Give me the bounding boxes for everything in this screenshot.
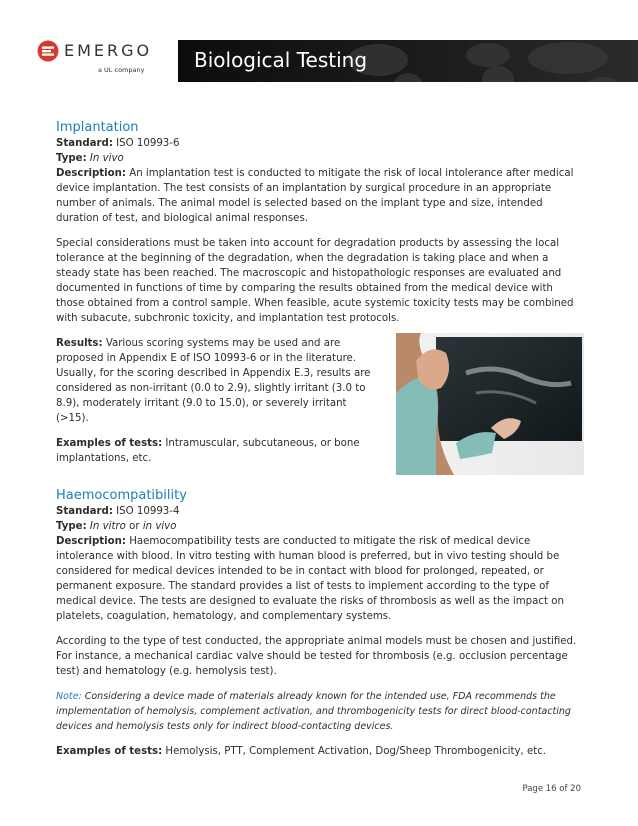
world-map-graphic [338,40,638,82]
type-value-in-vivo: in vivo [142,521,177,532]
xray-photo [396,333,584,475]
section-heading-implantation: Implantation [56,120,139,135]
logo [0,22,178,100]
title-banner [178,40,638,82]
page-header [0,0,638,100]
examples-text: Hemolysis, PTT, Complement Activation, Dog/Sheep Thrombogenicity, etc. [165,746,547,757]
description-label: Description: [56,168,126,179]
standard-label: Standard: [56,506,113,517]
examples-label: Examples of tests: [56,746,163,757]
description-text: An implantation test is conducted to mitigate the risk of local intolerance after medical device implantation. The test consists of an implantation by surgical procedure in an appropriate number of animals. The animal model is selected based on the implant type and size, intended duration of test, and biological animal responses. [56,168,574,224]
main-content [56,120,584,759]
standard-value: ISO 10993-6 [116,138,180,149]
type-line [56,519,584,534]
note-paragraph [56,689,584,734]
examples-label: Examples of tests: [56,438,163,449]
type-value: In vivo [89,153,124,164]
description-text: Haemocompatibility tests are conducted to mitigate the risk of medical device intolerance with blood. In vitro testing with human blood is preferred, but in vivo testing should be considered for medical devices intended to be in contact with blood for prolonged, repeated, or permanent exposure. The standard provides a list of tests to implement according to the type of medical device. The tests are designed to evaluate the risks of thrombosis as well as the impact on platelets, coagulation, hematology, and complementary systems. [56,536,564,622]
note-text: Considering a device made of materials already known for the intended use, FDA recommends the implementation of hemolysis, complement activation, and thrombogenicity tests for direct blood-contacting devices and hemolysis tests only for indirect blood-contacting devices. [56,691,571,732]
type-label: Type: [56,521,87,532]
description-paragraph [56,166,584,226]
results-label: Results: [56,338,103,349]
results-paragraph [56,336,378,426]
type-or: or [129,521,140,532]
standard-value: ISO 10993-4 [116,506,180,517]
results-block [56,336,584,478]
type-line [56,151,584,166]
page-title: Biological Testing [194,48,368,72]
section-heading-haemocompatibility: Haemocompatibility [56,488,187,503]
results-text: Various scoring systems may be used and are proposed in Appendix E of ISO 10993-6 or in the literature. Usually, for the scoring described in Appendix E.3, results are considered as non-irritant (0.0 to 2.9), slightly irritant (3.0 to 8.9), moderately irritant (9.0 to 15.0), or severely irritant (>15). [56,338,371,424]
type-value-in-vitro: In vitro [89,521,126,532]
description-label: Description: [56,536,126,547]
emergo-logo-icon [37,40,59,62]
examples-paragraph [56,744,584,759]
description-paragraph [56,534,584,624]
standard-line [56,136,584,151]
page-number: Page 16 of 20 [522,784,581,794]
special-considerations-paragraph: Special considerations must be taken into account for degradation products by assessing the local tolerance at the beginning of the degradation, when the degradation is taking place and when a steady state has been reached. The macroscopic and histopathologic responses are evaluated and documented in functions of time by comparing the results obtained from the medical device with those obtained from a control sample. When feasible, acute systemic toxicity tests may be combined with subacute, subchronic toxicity, and implantation test protocols. [56,238,574,324]
type-label: Type: [56,153,87,164]
standard-label: Standard: [56,138,113,149]
results-text-column [56,336,378,466]
examples-paragraph [56,436,378,466]
animal-model-paragraph: According to the type of test conducted, the appropriate animal models must be chosen and justified. For instance, a mechanical cardiac valve should be tested for thrombosis (e.g. occlusion percentage test) and hematology (e.g. hemolysis test). [56,636,577,677]
examples-text: Intramuscular, subcutaneous, or bone implantations, etc. [56,438,360,464]
logo-tagline: a UL company [98,66,145,74]
note-label: Note: [56,691,82,702]
logo-wordmark: EMERGO [64,41,153,60]
standard-line [56,504,584,519]
